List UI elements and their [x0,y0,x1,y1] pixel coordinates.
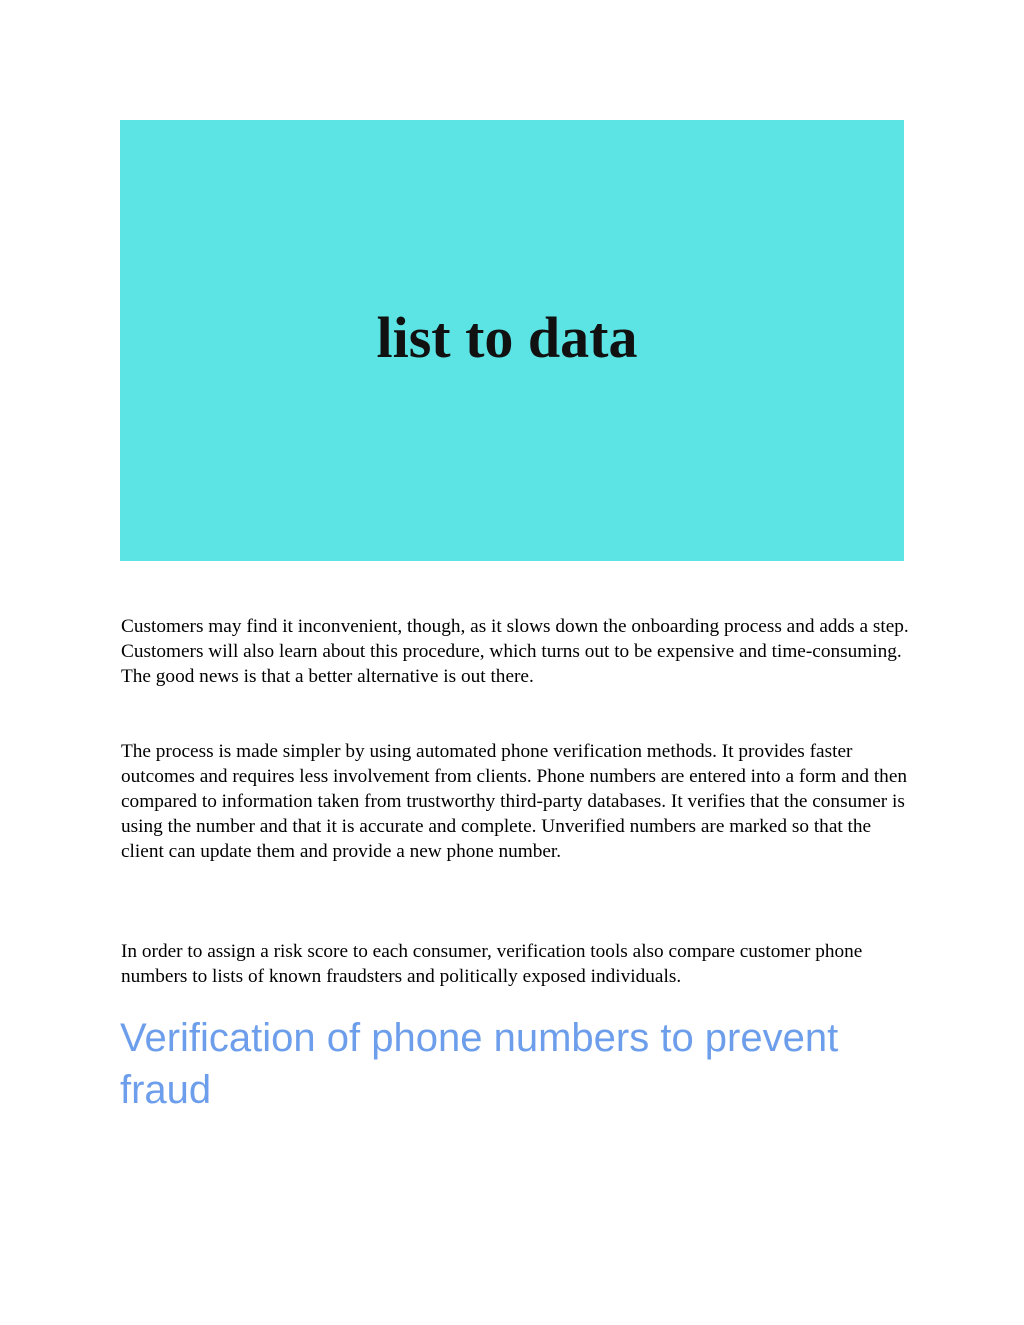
banner-title: list to data [376,305,638,370]
paragraph-automated-verification: The process is made simpler by using automated phone verification methods. It provides faster outcomes and requires less involvement from clients. Phone numbers are entered into a form and then compared to information taken from trustworthy third-party databases. It verifies that the consumer is using the number and that it is accurate and complete. Unverified numbers are marked so that the client can update them and provide a new phone number. [121,741,908,862]
section-heading: Verification of phone numbers to prevent fraud [120,1016,839,1112]
banner-image [120,120,904,561]
paragraph-risk-score: In order to assign a risk score to each consumer, verification tools also compare customer phone numbers to lists of known fraudsters and politically exposed individuals. [121,941,863,987]
paragraph-onboarding: Customers may find it inconvenient, though, as it slows down the onboarding process and adds a step. Customers will also learn about this procedure, which turns out to be expensive and time-consuming. The good news is that a better alternative is out there. [121,616,909,687]
